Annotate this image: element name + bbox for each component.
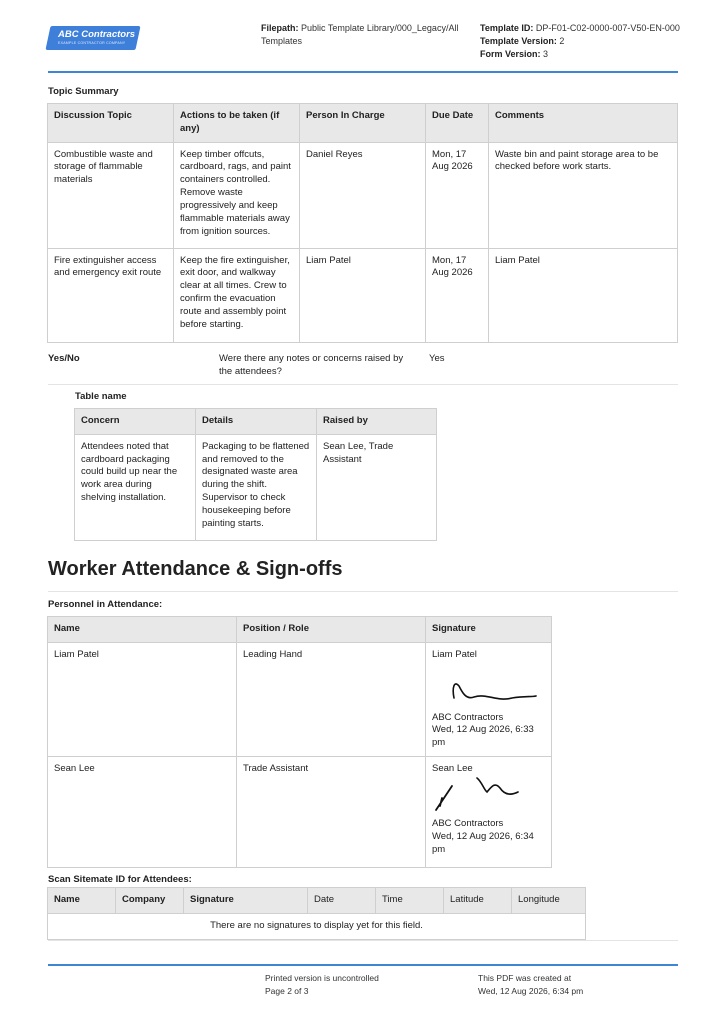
col-due-date: Due Date xyxy=(426,104,489,143)
template-version-label: Template Version: xyxy=(480,36,557,47)
signer-name: Sean Lee xyxy=(432,763,473,775)
filepath-label: Filepath: xyxy=(261,23,299,33)
col-company: Company xyxy=(116,888,184,914)
role-cell: Leading Hand xyxy=(237,642,426,756)
company-logo xyxy=(48,26,138,52)
table-row xyxy=(75,434,437,540)
signed-time: Wed, 12 Aug 2026, 6:33 pm xyxy=(432,724,534,749)
footer-left xyxy=(265,972,379,998)
form-version-value: 3 xyxy=(543,49,549,60)
table-row xyxy=(48,248,678,342)
col-date: Date xyxy=(308,888,376,914)
topic-summary-table xyxy=(47,103,678,343)
due-date-cell: Mon, 17 Aug 2026 xyxy=(426,142,489,248)
concerns-table xyxy=(74,408,437,541)
col-time: Time xyxy=(376,888,444,914)
col-discussion-topic: Discussion Topic xyxy=(48,104,174,143)
table-row xyxy=(48,757,552,868)
form-version-label: Form Version: xyxy=(480,49,541,60)
col-person-in-charge: Person In Charge xyxy=(300,104,426,143)
signature-image xyxy=(432,666,538,706)
col-actions: Actions to be taken (if any) xyxy=(174,104,300,143)
attendance-table xyxy=(47,616,552,868)
filepath-value-continued: Templates xyxy=(261,36,303,47)
col-details: Details xyxy=(196,409,317,435)
created-label: This PDF was created at xyxy=(478,973,572,983)
role-cell: Trade Assistant xyxy=(237,757,426,868)
details-cell: Packaging to be flattened and removed to the designated waste area during the shift. Supervisor to check housekeeping before painting starts. xyxy=(196,434,317,540)
signature-image xyxy=(432,772,538,812)
name-cell: Sean Lee xyxy=(48,757,237,868)
logo-subtext: EXAMPLE CONTRACTOR COMPANY xyxy=(58,41,126,45)
topic-cell: Combustible waste and storage of flammable materials xyxy=(48,142,174,248)
col-latitude: Latitude xyxy=(444,888,512,914)
table-row xyxy=(48,642,552,756)
divider xyxy=(48,591,678,592)
signature-cell xyxy=(426,642,552,756)
signer-name: Liam Patel xyxy=(432,648,477,660)
concerns-table-title: Table name xyxy=(75,391,127,402)
template-id-label: Template ID: xyxy=(480,23,534,33)
col-raised-by: Raised by xyxy=(317,409,437,435)
actions-cell: Keep timber offcuts, cardboard, rags, and paint containers controlled. Remove waste progressively and keep flammable materials away from ignition sources. xyxy=(174,142,300,248)
person-cell: Liam Patel xyxy=(300,248,426,342)
name-cell: Liam Patel xyxy=(48,642,237,756)
col-name: Name xyxy=(48,888,116,914)
signer-company: ABC Contractors xyxy=(432,711,504,723)
topic-cell: Fire extinguisher access and emergency exit route xyxy=(48,248,174,342)
col-signature: Signature xyxy=(184,888,308,914)
col-longitude: Longitude xyxy=(512,888,586,914)
uncontrolled-note: Printed version is uncontrolled xyxy=(265,973,379,983)
col-position-role: Position / Role xyxy=(237,617,426,643)
sitemate-label: Scan Sitemate ID for Attendees: xyxy=(48,874,192,885)
yes-no-label: Yes/No xyxy=(48,353,80,364)
filepath-value: Public Template Library/000_Legacy/All xyxy=(301,23,459,33)
filepath-block xyxy=(261,22,461,48)
divider xyxy=(48,940,678,941)
template-id-value: DP-F01-C02-0000-007-V50-EN-000 xyxy=(535,23,680,33)
header-divider xyxy=(48,71,678,73)
divider xyxy=(48,384,678,385)
yes-no-answer: Yes xyxy=(429,353,445,364)
empty-state-text: There are no signatures to display yet for this field. xyxy=(48,913,586,939)
footer-right xyxy=(478,972,583,998)
comments-cell: Liam Patel xyxy=(489,248,678,342)
template-info-block xyxy=(480,22,680,61)
created-value: Wed, 12 Aug 2026, 6:34 pm xyxy=(478,986,584,997)
due-date-cell: Mon, 17 Aug 2026 xyxy=(426,248,489,342)
col-name: Name xyxy=(48,617,237,643)
raised-by-cell: Sean Lee, Trade Assistant xyxy=(317,434,437,540)
footer-divider xyxy=(48,964,678,966)
table-row xyxy=(48,913,586,939)
actions-cell: Keep the fire extinguisher, exit door, and walkway clear at all times. Crew to confirm the evacuation route and assembly point before starting. xyxy=(174,248,300,342)
template-version-value: 2 xyxy=(559,36,565,47)
topic-summary-title: Topic Summary xyxy=(48,86,119,97)
logo-text: ABC Contractors xyxy=(58,29,136,40)
person-cell: Daniel Reyes xyxy=(300,142,426,248)
table-row xyxy=(48,142,678,248)
col-signature: Signature xyxy=(426,617,552,643)
page-number: Page 2 of 3 xyxy=(265,986,309,997)
signature-cell xyxy=(426,757,552,868)
signed-time: Wed, 12 Aug 2026, 6:34 pm xyxy=(432,830,534,855)
yes-no-question: Were there any notes or concerns raised by the attendees? xyxy=(219,353,404,377)
col-comments: Comments xyxy=(489,104,678,143)
section-heading: Worker Attendance & Sign-offs xyxy=(48,558,343,580)
signer-company: ABC Contractors xyxy=(432,817,504,829)
sitemate-table xyxy=(47,887,586,940)
comments-cell: Waste bin and paint storage area to be checked before work starts. xyxy=(489,142,678,248)
col-concern: Concern xyxy=(75,409,196,435)
concern-cell: Attendees noted that cardboard packaging could build up near the work area during shelving installation. xyxy=(75,434,196,540)
personnel-label: Personnel in Attendance: xyxy=(48,599,163,610)
